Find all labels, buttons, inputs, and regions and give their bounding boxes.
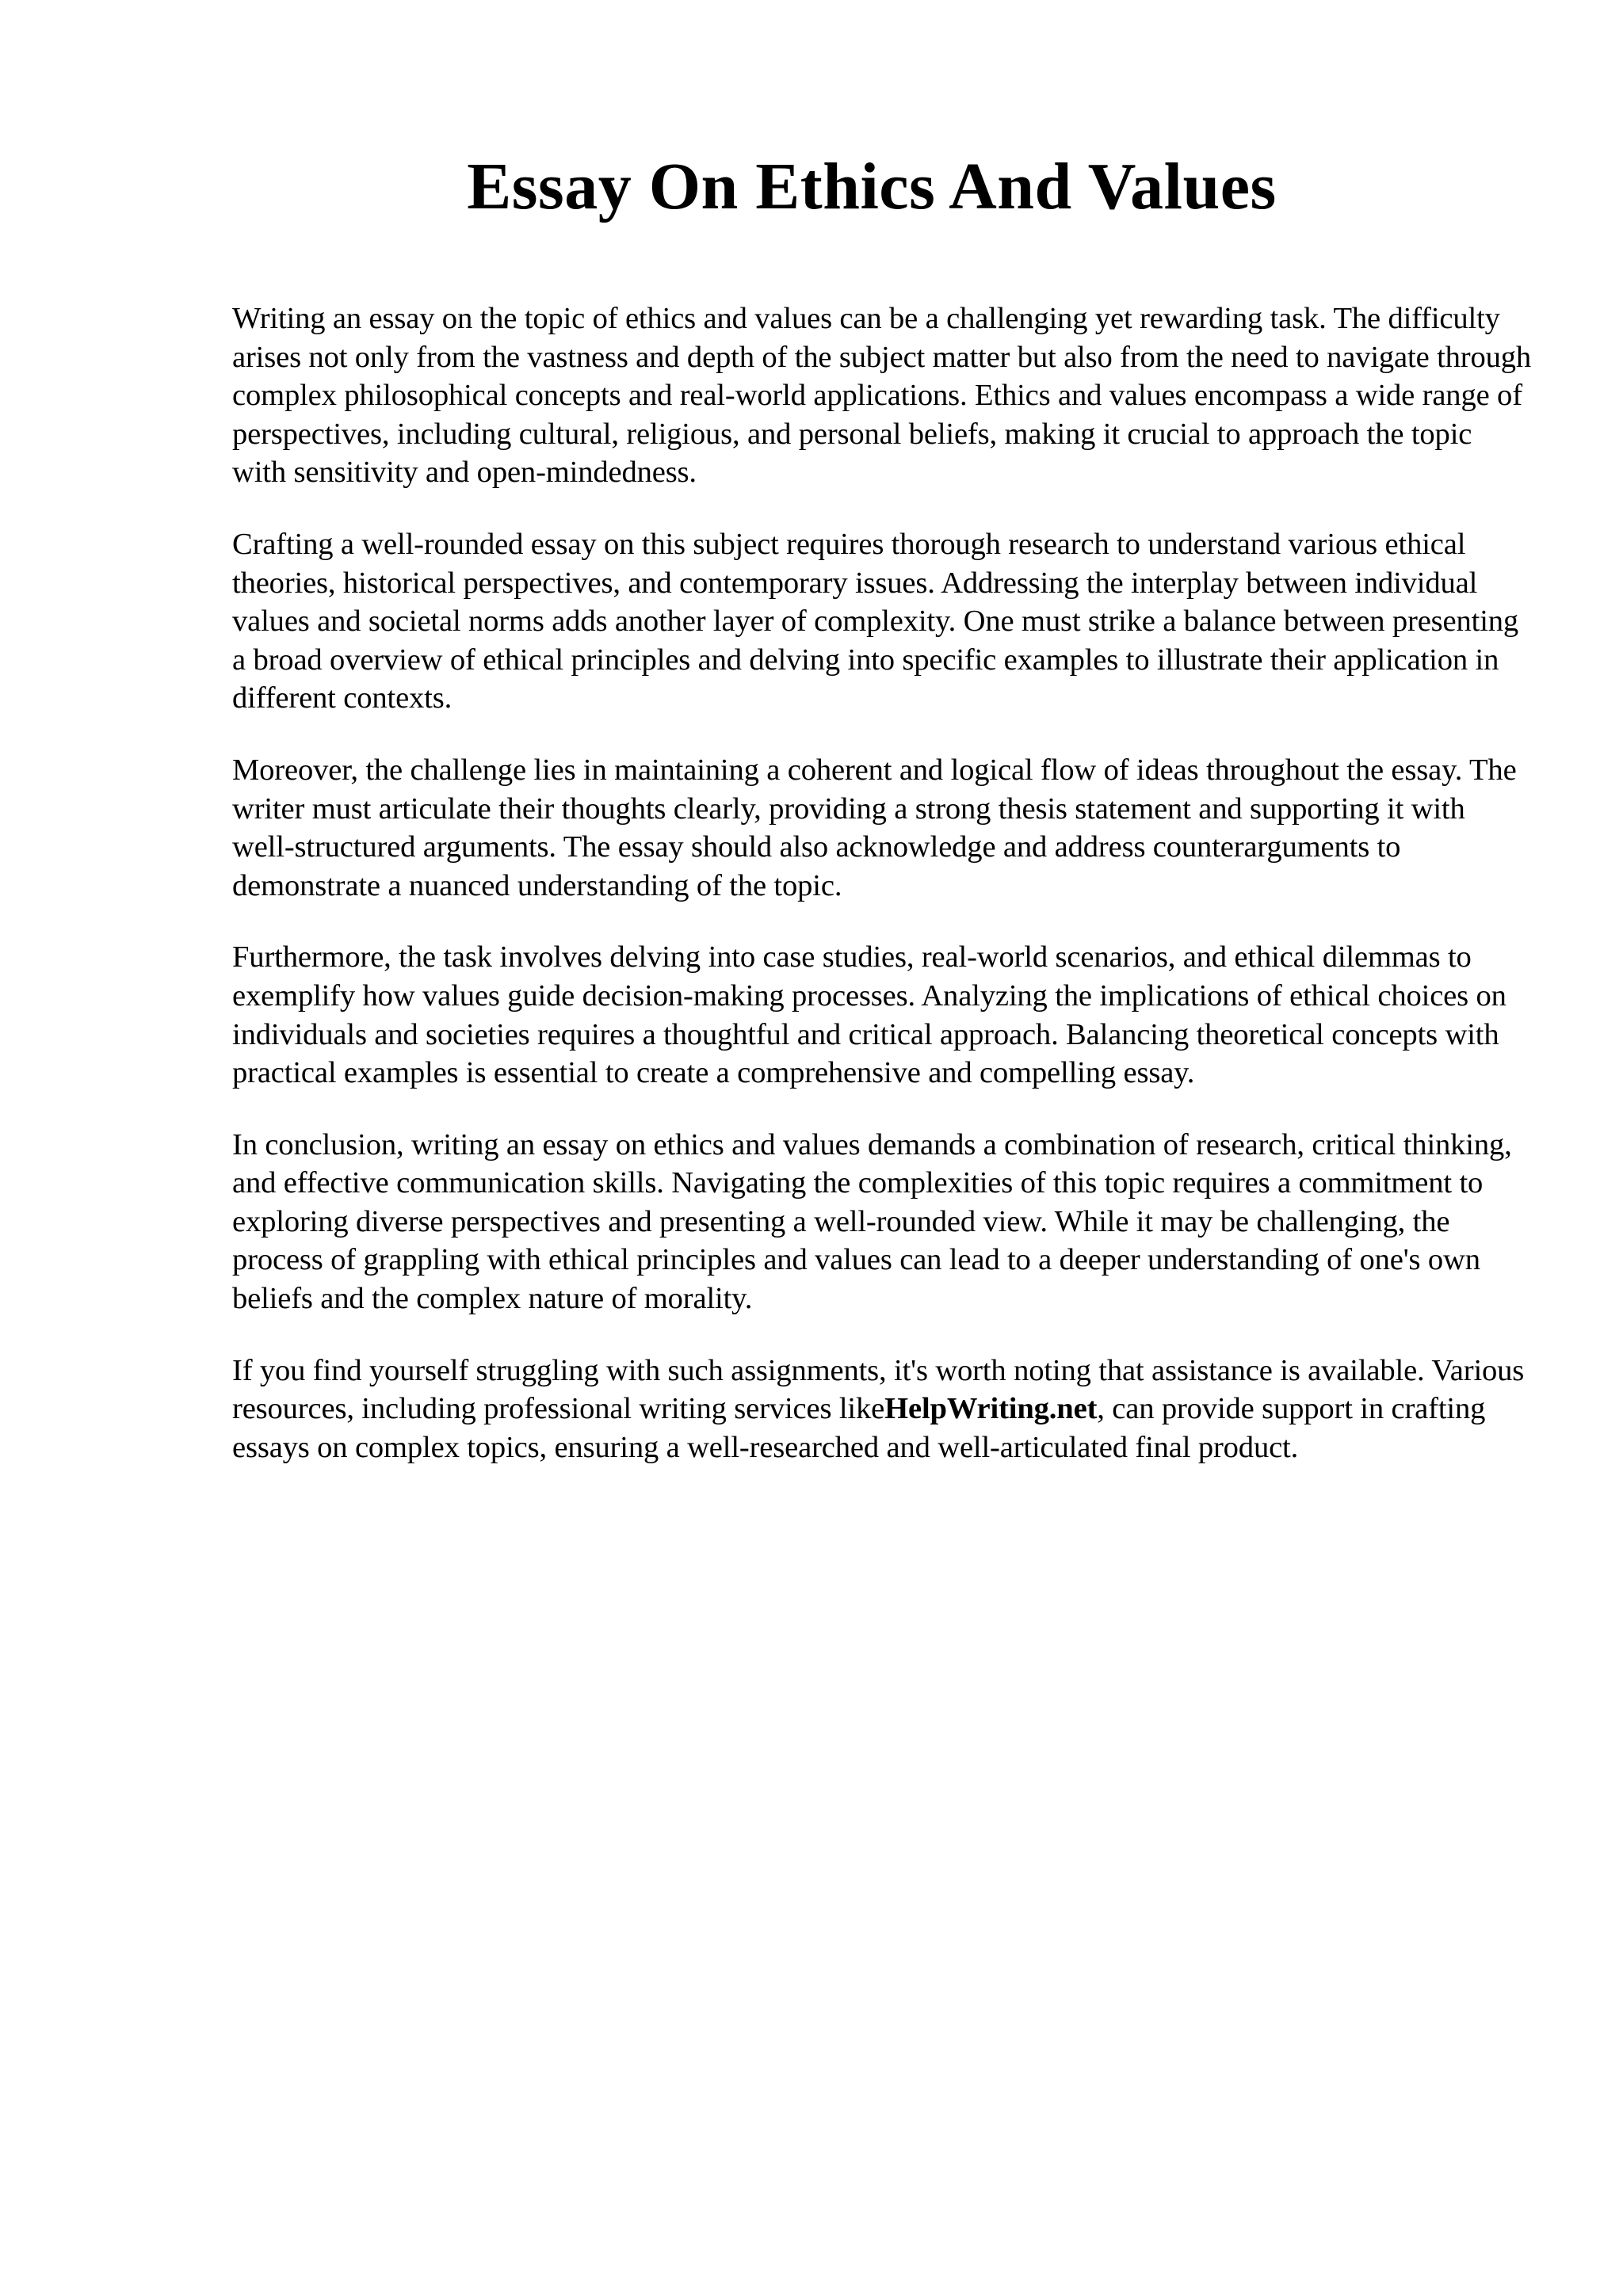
essay-title: Essay On Ethics And Values [467,150,1277,223]
essay-paragraph-1: Writing an essay on the topic of ethics and values can be a challenging yet rewarding task. The difficulty arises not only from the vastness and depth of the subject matter but also from the need to navigate through complex philosophical concepts and real-world applications. Ethics and values encompass a wide range of perspectives, including cultural, religious, and personal beliefs, making it crucial to approach the topic with sensitivity and open-mindedness. [232,302,1532,490]
closing-text-after-brand: , can provide support in crafting essays on complex topics, ensuring a well-researched and well-articulated final product. [232,1392,1486,1464]
brand-link[interactable]: HelpWriting.net [884,1392,1098,1426]
essay-paragraph-2: Crafting a well-rounded essay on this subject requires thorough research to understand various ethical theories, historical perspectives, and contemporary issues. Addressing the interplay between individual values and societal norms adds another layer of complexity. One must strike a balance between presenting a broad overview of ethical principles and delving into specific examples to illustrate their application in different contexts. [232,527,1519,715]
essay-body [232,299,1532,1500]
essay-paragraph-3: Moreover, the challenge lies in maintaining a coherent and logical flow of ideas throughout the essay. The writer must articulate their thoughts clearly, providing a strong thesis statement and supporting it with well-structured arguments. The essay should also acknowledge and address counterarguments to demonstrate a nuanced understanding of the topic. [232,753,1517,902]
essay-paragraph-4: Furthermore, the task involves delving into case studies, real-world scenarios, and ethical dilemmas to exemplify how values guide decision-making processes. Analyzing the implications of ethical choices on individuals and societies requires a thoughtful and critical approach. Balancing theoretical concepts with practical examples is essential to create a comprehensive and compelling essay. [232,940,1507,1090]
essay-paragraph-5: In conclusion, writing an essay on ethics and values demands a combination of research, critical thinking, and effective communication skills. Navigating the complexities of this topic requires a commitment to exploring diverse perspectives and presenting a well-rounded view. While it may be challenging, the process of grappling with ethical principles and values can lead to a deeper understanding of one's own beliefs and the complex nature of morality. [232,1127,1512,1316]
essay-closing-paragraph [232,1352,1532,1467]
closing-text-before-brand: If you find yourself struggling with such assignments, it's worth noting that assistance is available. Various resources, including professional writing services like [232,1353,1525,1426]
